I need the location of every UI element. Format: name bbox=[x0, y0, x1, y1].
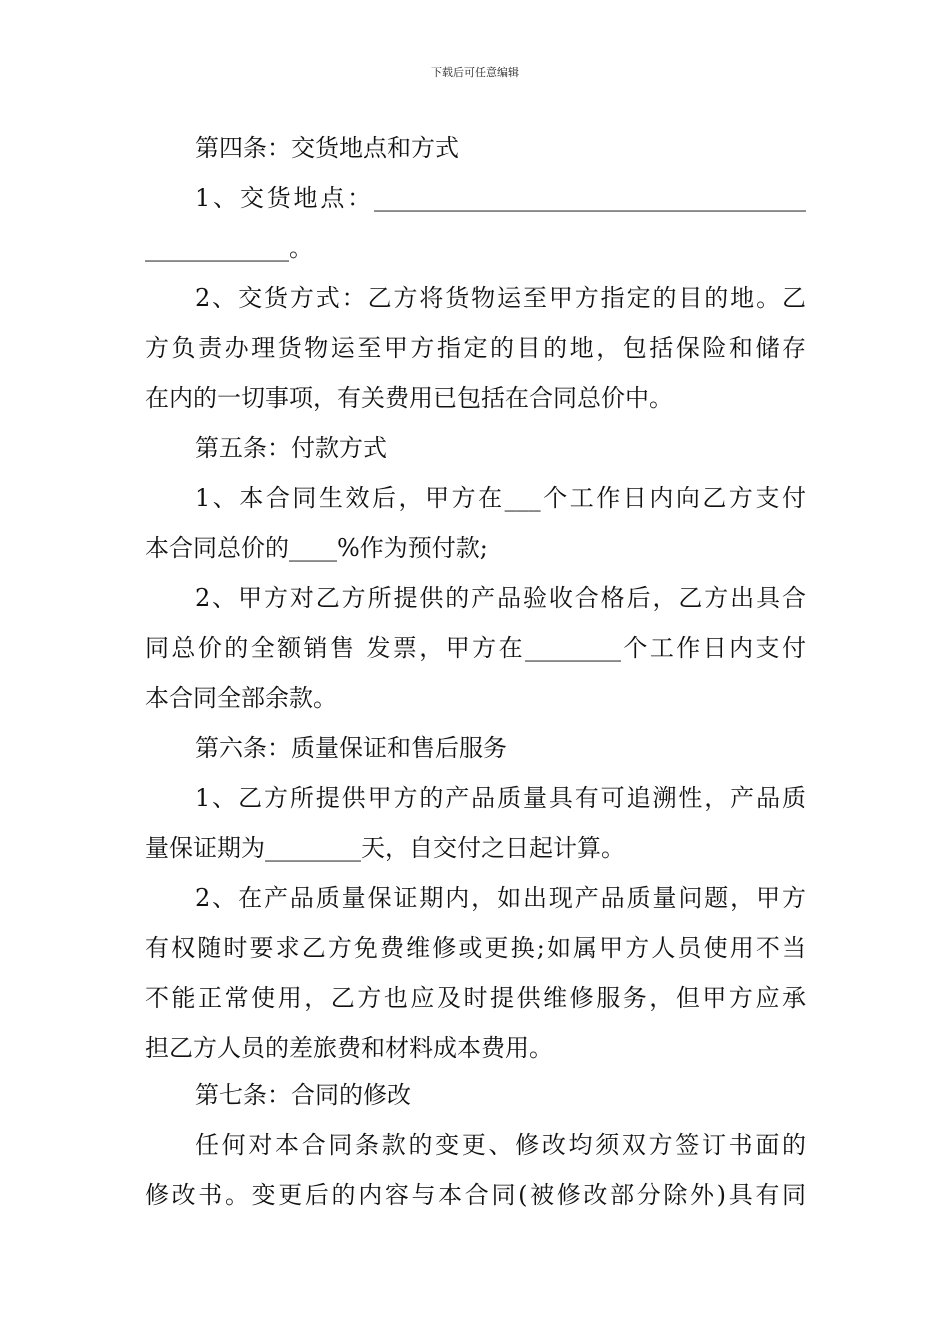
paragraph-line: 不能正常使用，乙方也应及时提供维修服务，但甲方应承 bbox=[145, 984, 806, 1012]
paragraph-line: 本合同全部余款。 bbox=[145, 684, 337, 712]
paragraph-line: 有权随时要求乙方免费维修或更换;如属甲方人员使用不当 bbox=[145, 934, 806, 962]
paragraph-line: 2、在产品质量保证期内，如出现产品质量问题，甲方 bbox=[195, 884, 806, 912]
page-header-note: 下载后可任意编辑 bbox=[431, 66, 519, 79]
paragraph-line: 修改书。变更后的内容与本合同(被修改部分除外)具有同 bbox=[145, 1181, 806, 1209]
paragraph-line: 方负责办理货物运至甲方指定的目的地，包括保险和储存 bbox=[145, 334, 806, 362]
paragraph-line: 量保证期为________天，自交付之日起计算。 bbox=[145, 834, 625, 862]
article-4-heading: 第四条：交货地点和方式 bbox=[195, 134, 459, 162]
article-6-heading: 第六条：质量保证和售后服务 bbox=[195, 734, 507, 762]
paragraph-line: 任何对本合同条款的变更、修改均须双方签订书面的 bbox=[195, 1131, 806, 1159]
paragraph-line: 本合同总价的____%作为预付款; bbox=[145, 534, 488, 562]
paragraph-line: 2、交货方式：乙方将货物运至甲方指定的目的地。乙 bbox=[195, 284, 806, 312]
paragraph-line: 在内的一切事项，有关费用已包括在合同总价中。 bbox=[145, 384, 673, 412]
paragraph-line: 担乙方人员的差旅费和材料成本费用。 bbox=[145, 1034, 553, 1062]
paragraph-line: 同总价的全额销售 发票，甲方在________个工作日内支付 bbox=[145, 634, 806, 662]
paragraph-line: 2、甲方对乙方所提供的产品验收合格后，乙方出具合 bbox=[195, 584, 806, 612]
paragraph-line: 1、乙方所提供甲方的产品质量具有可追溯性，产品质 bbox=[195, 784, 806, 812]
paragraph-line: 1、交货地点：____________________________________ bbox=[195, 184, 806, 212]
paragraph-line: ____________。 bbox=[145, 234, 313, 262]
paragraph-line: 1、本合同生效后，甲方在___个工作日内向乙方支付 bbox=[195, 484, 806, 512]
article-5-heading: 第五条：付款方式 bbox=[195, 434, 387, 462]
article-7-heading: 第七条：合同的修改 bbox=[195, 1081, 411, 1109]
